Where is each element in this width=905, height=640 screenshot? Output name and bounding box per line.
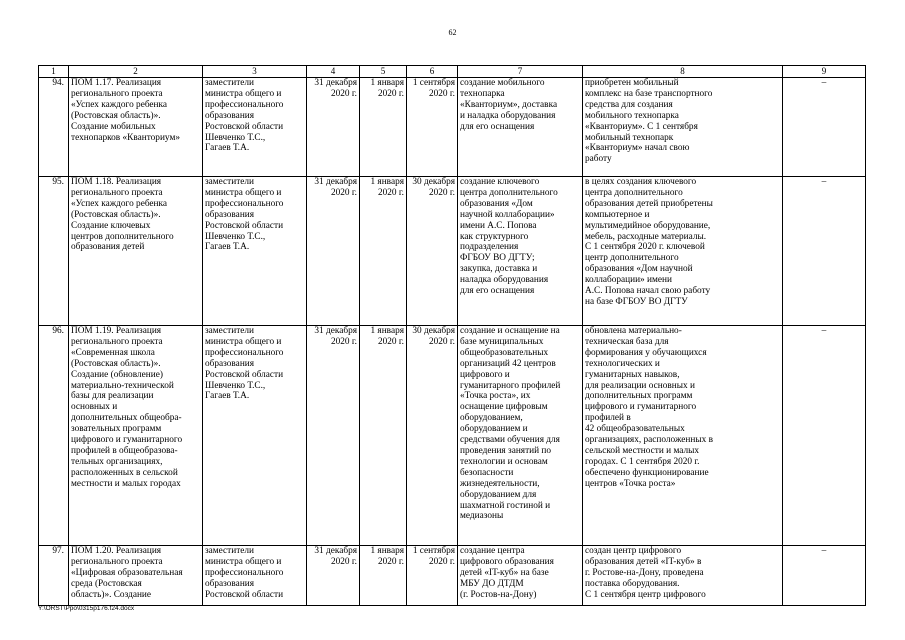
measure-name: ПОМ 1.17. Реализация регионального проекта «Успех каждого ребенка (Ростовская область)». Создание мобильных технопарков «Кванториум» <box>69 78 203 177</box>
column-number: 6 <box>407 66 458 78</box>
expected-result: создание центра цифрового образования детей «IT-куб» на базе МБУ ДО ДТДМ (г. Ростов-на-Дону) <box>458 546 583 606</box>
page-number: 62 <box>448 28 457 37</box>
planned-date: 31 декабря 2020 г. <box>307 177 360 326</box>
end-date: 1 сентября 2020 г. <box>407 546 458 606</box>
expected-result: создание и оснащение на базе муниципальных общеобразовательных организаций 42 центров цифрового и гуманитарного профилей «Точка роста», их оснащение цифровым оборудованием, оборудованием и средствами обучения для проведения занятий по технологии и основам безопасности жизнедеятельности, оборудованием для шахматной гостиной и медиазоны <box>458 326 583 546</box>
column-number: 9 <box>783 66 866 78</box>
responsible-persons: заместители министра общего и профессионального образования Ростовской области Шевченко Т.С., Гагаев Т.А. <box>203 177 307 326</box>
table-row <box>39 78 866 177</box>
table-row <box>39 326 866 546</box>
start-date: 1 января 2020 г. <box>360 177 407 326</box>
column-number: 1 <box>39 66 69 78</box>
file-path-footer: Y:\ORST\Ppo\0315p176.f24.docx <box>38 605 135 612</box>
planned-date: 31 декабря 2020 г. <box>307 546 360 606</box>
actual-result: в целях создания ключевого центра дополнительного образования детей приобретены компьютерное и мультимедийное оборудование, мебель, расходные материалы. С 1 сентября 2020 г. ключевой центр дополнительного образования «Дом научной коллаборации» имени А.С. Попова начал свою работу на базе ФГБОУ ВО ДГТУ <box>583 177 783 326</box>
row-number: 95. <box>39 177 69 326</box>
column-number: 2 <box>69 66 203 78</box>
column-number: 7 <box>458 66 583 78</box>
start-date: 1 января 2020 г. <box>360 546 407 606</box>
actual-result: приобретен мобильный комплекс на базе транспортного средства для создания мобильного технопарка «Кванториум». С 1 сентября мобильный технопарк «Кванториум» начал свою работу <box>583 78 783 177</box>
responsible-persons: заместители министра общего и профессионального образования Ростовской области Шевченко Т.С., Гагаев Т.А. <box>203 78 307 177</box>
planned-date: 31 декабря 2020 г. <box>307 78 360 177</box>
row-number: 94. <box>39 78 69 177</box>
row-number: 97. <box>39 546 69 606</box>
planned-date: 31 декабря 2020 г. <box>307 326 360 546</box>
measures-table <box>38 65 866 606</box>
measure-name: ПОМ 1.20. Реализация регионального проекта «Цифровая образовательная среда (Ростовская область)». Создание <box>69 546 203 606</box>
responsible-persons: заместители министра общего и профессионального образования Ростовской области <box>203 546 307 606</box>
end-date: 30 декабря 2020 г. <box>407 177 458 326</box>
column-number: 4 <box>307 66 360 78</box>
actual-result: создан центр цифрового образования детей «IT-куб» в г. Ростове-на-Дону, проведена поставка оборудования. С 1 сентября центр цифрового <box>583 546 783 606</box>
responsible-persons: заместители министра общего и профессионального образования Ростовской области Шевченко Т.С., Гагаев Т.А. <box>203 326 307 546</box>
note: – <box>783 326 866 546</box>
actual-result: обновлена материально- техническая база для формирования у обучающихся технологических и гуманитарных навыков, для реализации основных и дополнительных программ цифрового и гуманитарного профилей в 42 общеобразовательных организациях, расположенных в сельской местности и малых городах. С 1 сентября 2020 г. обеспечено функционирование центров «Точка роста» <box>583 326 783 546</box>
column-number-row <box>39 66 866 78</box>
end-date: 30 декабря 2020 г. <box>407 326 458 546</box>
table-row <box>39 546 866 606</box>
column-number: 3 <box>203 66 307 78</box>
column-number: 8 <box>583 66 783 78</box>
row-number: 96. <box>39 326 69 546</box>
note: – <box>783 177 866 326</box>
table-row <box>39 177 866 326</box>
note: – <box>783 546 866 606</box>
expected-result: создание мобильного технопарка «Кванториум», доставка и наладка оборудования для его оснащения <box>458 78 583 177</box>
measure-name: ПОМ 1.19. Реализация регионального проекта «Современная школа (Ростовская область)». Создание (обновление) материально-технической базы для реализации основных и дополнительных общеобра- зовательных программ цифрового и гуманитарного профилей в общеобразова- тельных организациях, расположенных в сельской местности и малых городах <box>69 326 203 546</box>
column-number: 5 <box>360 66 407 78</box>
expected-result: создание ключевого центра дополнительного образования «Дом научной коллаборации» имени А.С. Попова как структурного подразделения ФГБОУ ВО ДГТУ; закупка, доставка и наладка оборудования для его оснащения <box>458 177 583 326</box>
start-date: 1 января 2020 г. <box>360 78 407 177</box>
measure-name: ПОМ 1.18. Реализация регионального проекта «Успех каждого ребенка (Ростовская область)». Создание ключевых центров дополнительного образования детей <box>69 177 203 326</box>
note: – <box>783 78 866 177</box>
end-date: 1 сентября 2020 г. <box>407 78 458 177</box>
start-date: 1 января 2020 г. <box>360 326 407 546</box>
